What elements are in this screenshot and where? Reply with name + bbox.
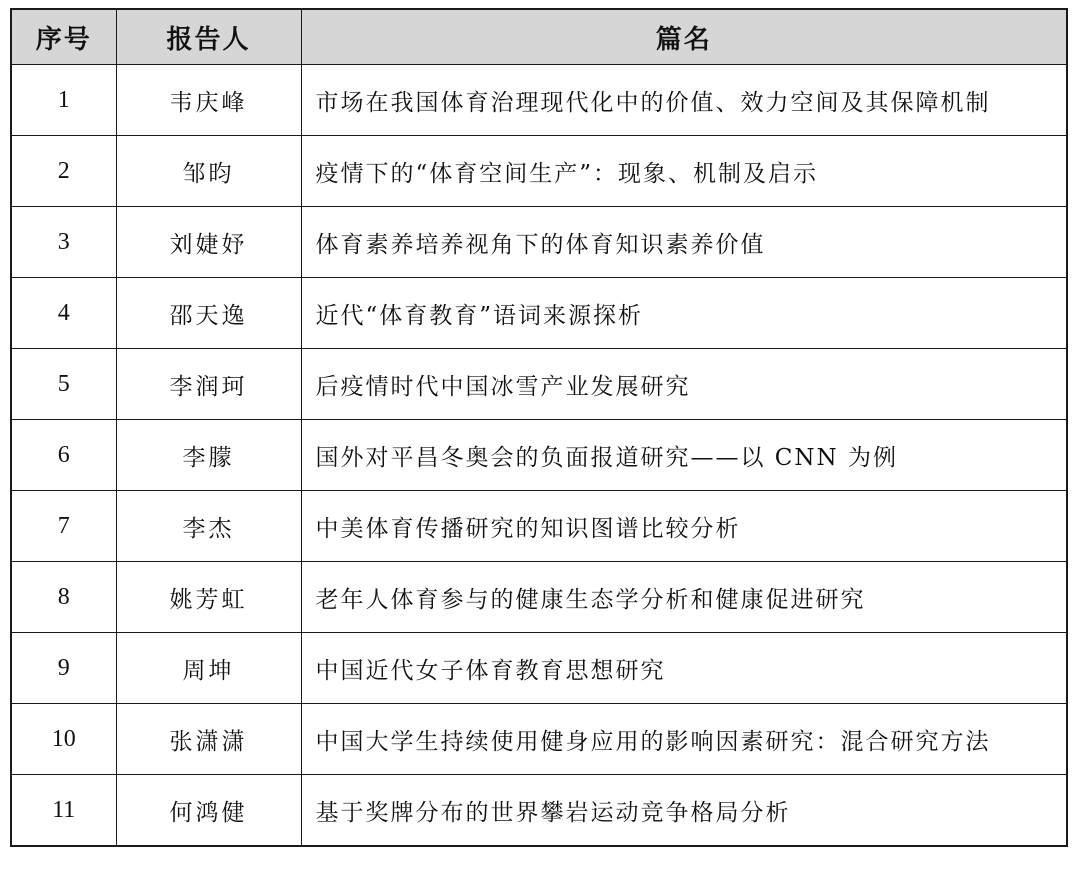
header-row	[11, 9, 1067, 65]
table-row	[11, 491, 1067, 562]
row-title: 体育素养培养视角下的体育知识素养价值	[301, 207, 1067, 278]
table-body	[11, 65, 1067, 847]
row-index: 8	[11, 562, 116, 633]
table-row	[11, 136, 1067, 207]
table-row	[11, 65, 1067, 136]
row-index: 2	[11, 136, 116, 207]
row-title: 疫情下的“体育空间生产”：现象、机制及启示	[301, 136, 1067, 207]
row-speaker: 姚芳虹	[116, 562, 301, 633]
row-speaker: 邵天逸	[116, 278, 301, 349]
row-speaker: 张潇潇	[116, 704, 301, 775]
row-speaker: 李朦	[116, 420, 301, 491]
row-speaker: 邹昀	[116, 136, 301, 207]
table-row	[11, 420, 1067, 491]
row-title: 后疫情时代中国冰雪产业发展研究	[301, 349, 1067, 420]
row-index: 11	[11, 775, 116, 847]
row-index: 7	[11, 491, 116, 562]
table-row	[11, 633, 1067, 704]
table-header	[11, 9, 1067, 65]
row-title: 老年人体育参与的健康生态学分析和健康促进研究	[301, 562, 1067, 633]
row-title: 中国近代女子体育教育思想研究	[301, 633, 1067, 704]
table-row	[11, 278, 1067, 349]
row-title: 国外对平昌冬奥会的负面报道研究——以 CNN 为例	[301, 420, 1067, 491]
table-row	[11, 562, 1067, 633]
header-index: 序号	[11, 9, 116, 65]
row-index: 1	[11, 65, 116, 136]
table-row	[11, 704, 1067, 775]
row-speaker: 韦庆峰	[116, 65, 301, 136]
row-title: 近代“体育教育”语词来源探析	[301, 278, 1067, 349]
row-index: 9	[11, 633, 116, 704]
row-title: 基于奖牌分布的世界攀岩运动竞争格局分析	[301, 775, 1067, 847]
table-row	[11, 349, 1067, 420]
row-speaker: 李润珂	[116, 349, 301, 420]
table-row	[11, 775, 1067, 847]
report-schedule-table	[10, 8, 1068, 847]
row-speaker: 刘婕妤	[116, 207, 301, 278]
row-speaker: 李杰	[116, 491, 301, 562]
row-index: 5	[11, 349, 116, 420]
row-title: 市场在我国体育治理现代化中的价值、效力空间及其保障机制	[301, 65, 1067, 136]
row-speaker: 周坤	[116, 633, 301, 704]
row-speaker: 何鸿健	[116, 775, 301, 847]
row-index: 6	[11, 420, 116, 491]
header-speaker: 报告人	[116, 9, 301, 65]
row-index: 4	[11, 278, 116, 349]
row-index: 10	[11, 704, 116, 775]
header-title: 篇名	[301, 9, 1067, 65]
row-title: 中国大学生持续使用健身应用的影响因素研究：混合研究方法	[301, 704, 1067, 775]
table-row	[11, 207, 1067, 278]
row-title: 中美体育传播研究的知识图谱比较分析	[301, 491, 1067, 562]
row-index: 3	[11, 207, 116, 278]
